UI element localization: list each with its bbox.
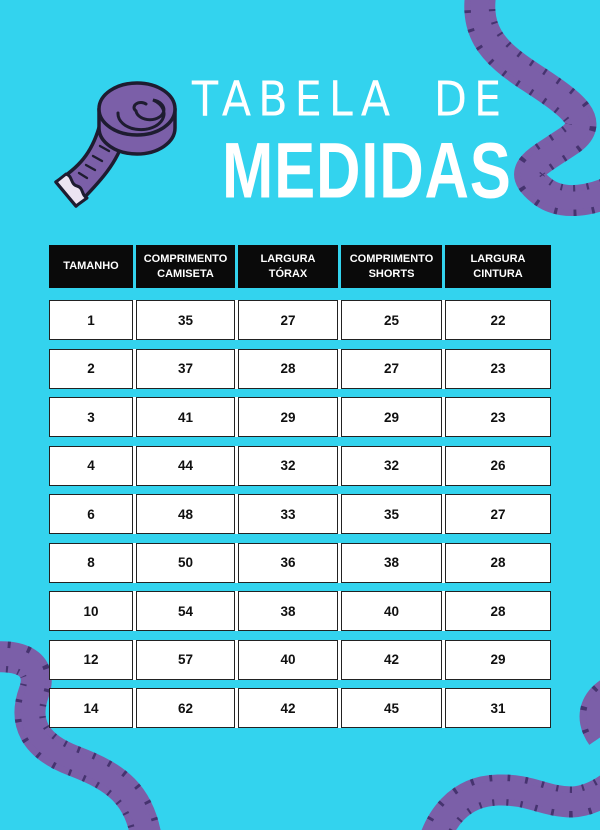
size-cell: 12 [49, 640, 133, 680]
measurement-cell: 32 [341, 446, 442, 486]
measurement-cell: 35 [341, 494, 442, 534]
measurement-cell: 22 [445, 300, 551, 340]
measurement-cell: 25 [341, 300, 442, 340]
page-title-line2: MEDIDAS [222, 127, 512, 215]
measurement-cell: 50 [136, 543, 235, 583]
measuring-tape-roll-icon [42, 64, 192, 224]
measurement-cell: 57 [136, 640, 235, 680]
measurement-cell: 36 [238, 543, 338, 583]
size-cell: 4 [49, 446, 133, 486]
measurement-cell: 54 [136, 591, 235, 631]
measurement-cell: 37 [136, 349, 235, 389]
measurement-cell: 40 [238, 640, 338, 680]
size-cell: 1 [49, 300, 133, 340]
measurement-cell: 44 [136, 446, 235, 486]
measurement-cell: 32 [238, 446, 338, 486]
header-cell: LARGURA TÓRAX [238, 245, 338, 288]
size-cell: 2 [49, 349, 133, 389]
page-title-line1: TABELA DE [191, 72, 509, 128]
table-row [49, 494, 551, 534]
table-row [49, 349, 551, 389]
measurement-cell: 41 [136, 397, 235, 437]
measurement-cell: 27 [238, 300, 338, 340]
measurement-cell: 28 [238, 349, 338, 389]
measurement-cell: 42 [341, 640, 442, 680]
measurement-cell: 45 [341, 688, 442, 728]
header-cell: COMPRIMENTO CAMISETA [136, 245, 235, 288]
measurement-cell: 35 [136, 300, 235, 340]
table-row [49, 446, 551, 486]
size-cell: 8 [49, 543, 133, 583]
measurement-cell: 38 [341, 543, 442, 583]
measurement-cell: 29 [445, 640, 551, 680]
table-row [49, 397, 551, 437]
measurement-cell: 28 [445, 591, 551, 631]
header-cell: COMPRIMENTO SHORTS [341, 245, 442, 288]
table-row [49, 300, 551, 340]
table-row [49, 543, 551, 583]
measurement-cell: 42 [238, 688, 338, 728]
measurement-cell: 40 [341, 591, 442, 631]
measurement-cell: 23 [445, 349, 551, 389]
tape-ribbon-right-tip [595, 688, 600, 736]
measurement-cell: 29 [238, 397, 338, 437]
measurement-cell: 28 [445, 543, 551, 583]
size-cell: 10 [49, 591, 133, 631]
title-area [0, 58, 600, 215]
measurement-cell: 38 [238, 591, 338, 631]
size-cell: 3 [49, 397, 133, 437]
table-row [49, 640, 551, 680]
table-body [49, 300, 551, 728]
measurement-cell: 23 [445, 397, 551, 437]
size-cell: 6 [49, 494, 133, 534]
table-header-row [49, 245, 551, 288]
header-cell: TAMANHO [49, 245, 133, 288]
measurement-cell: 62 [136, 688, 235, 728]
measurement-cell: 29 [341, 397, 442, 437]
size-table [49, 245, 551, 737]
table-row [49, 591, 551, 631]
measurement-cell: 27 [341, 349, 442, 389]
tape-ribbon-bottom-right [430, 772, 600, 830]
measurement-cell: 27 [445, 494, 551, 534]
header-cell: LARGURA CINTURA [445, 245, 551, 288]
size-cell: 14 [49, 688, 133, 728]
measurement-cell: 33 [238, 494, 338, 534]
measurement-cell: 31 [445, 688, 551, 728]
measurement-cell: 48 [136, 494, 235, 534]
table-row [49, 688, 551, 728]
measurement-cell: 26 [445, 446, 551, 486]
